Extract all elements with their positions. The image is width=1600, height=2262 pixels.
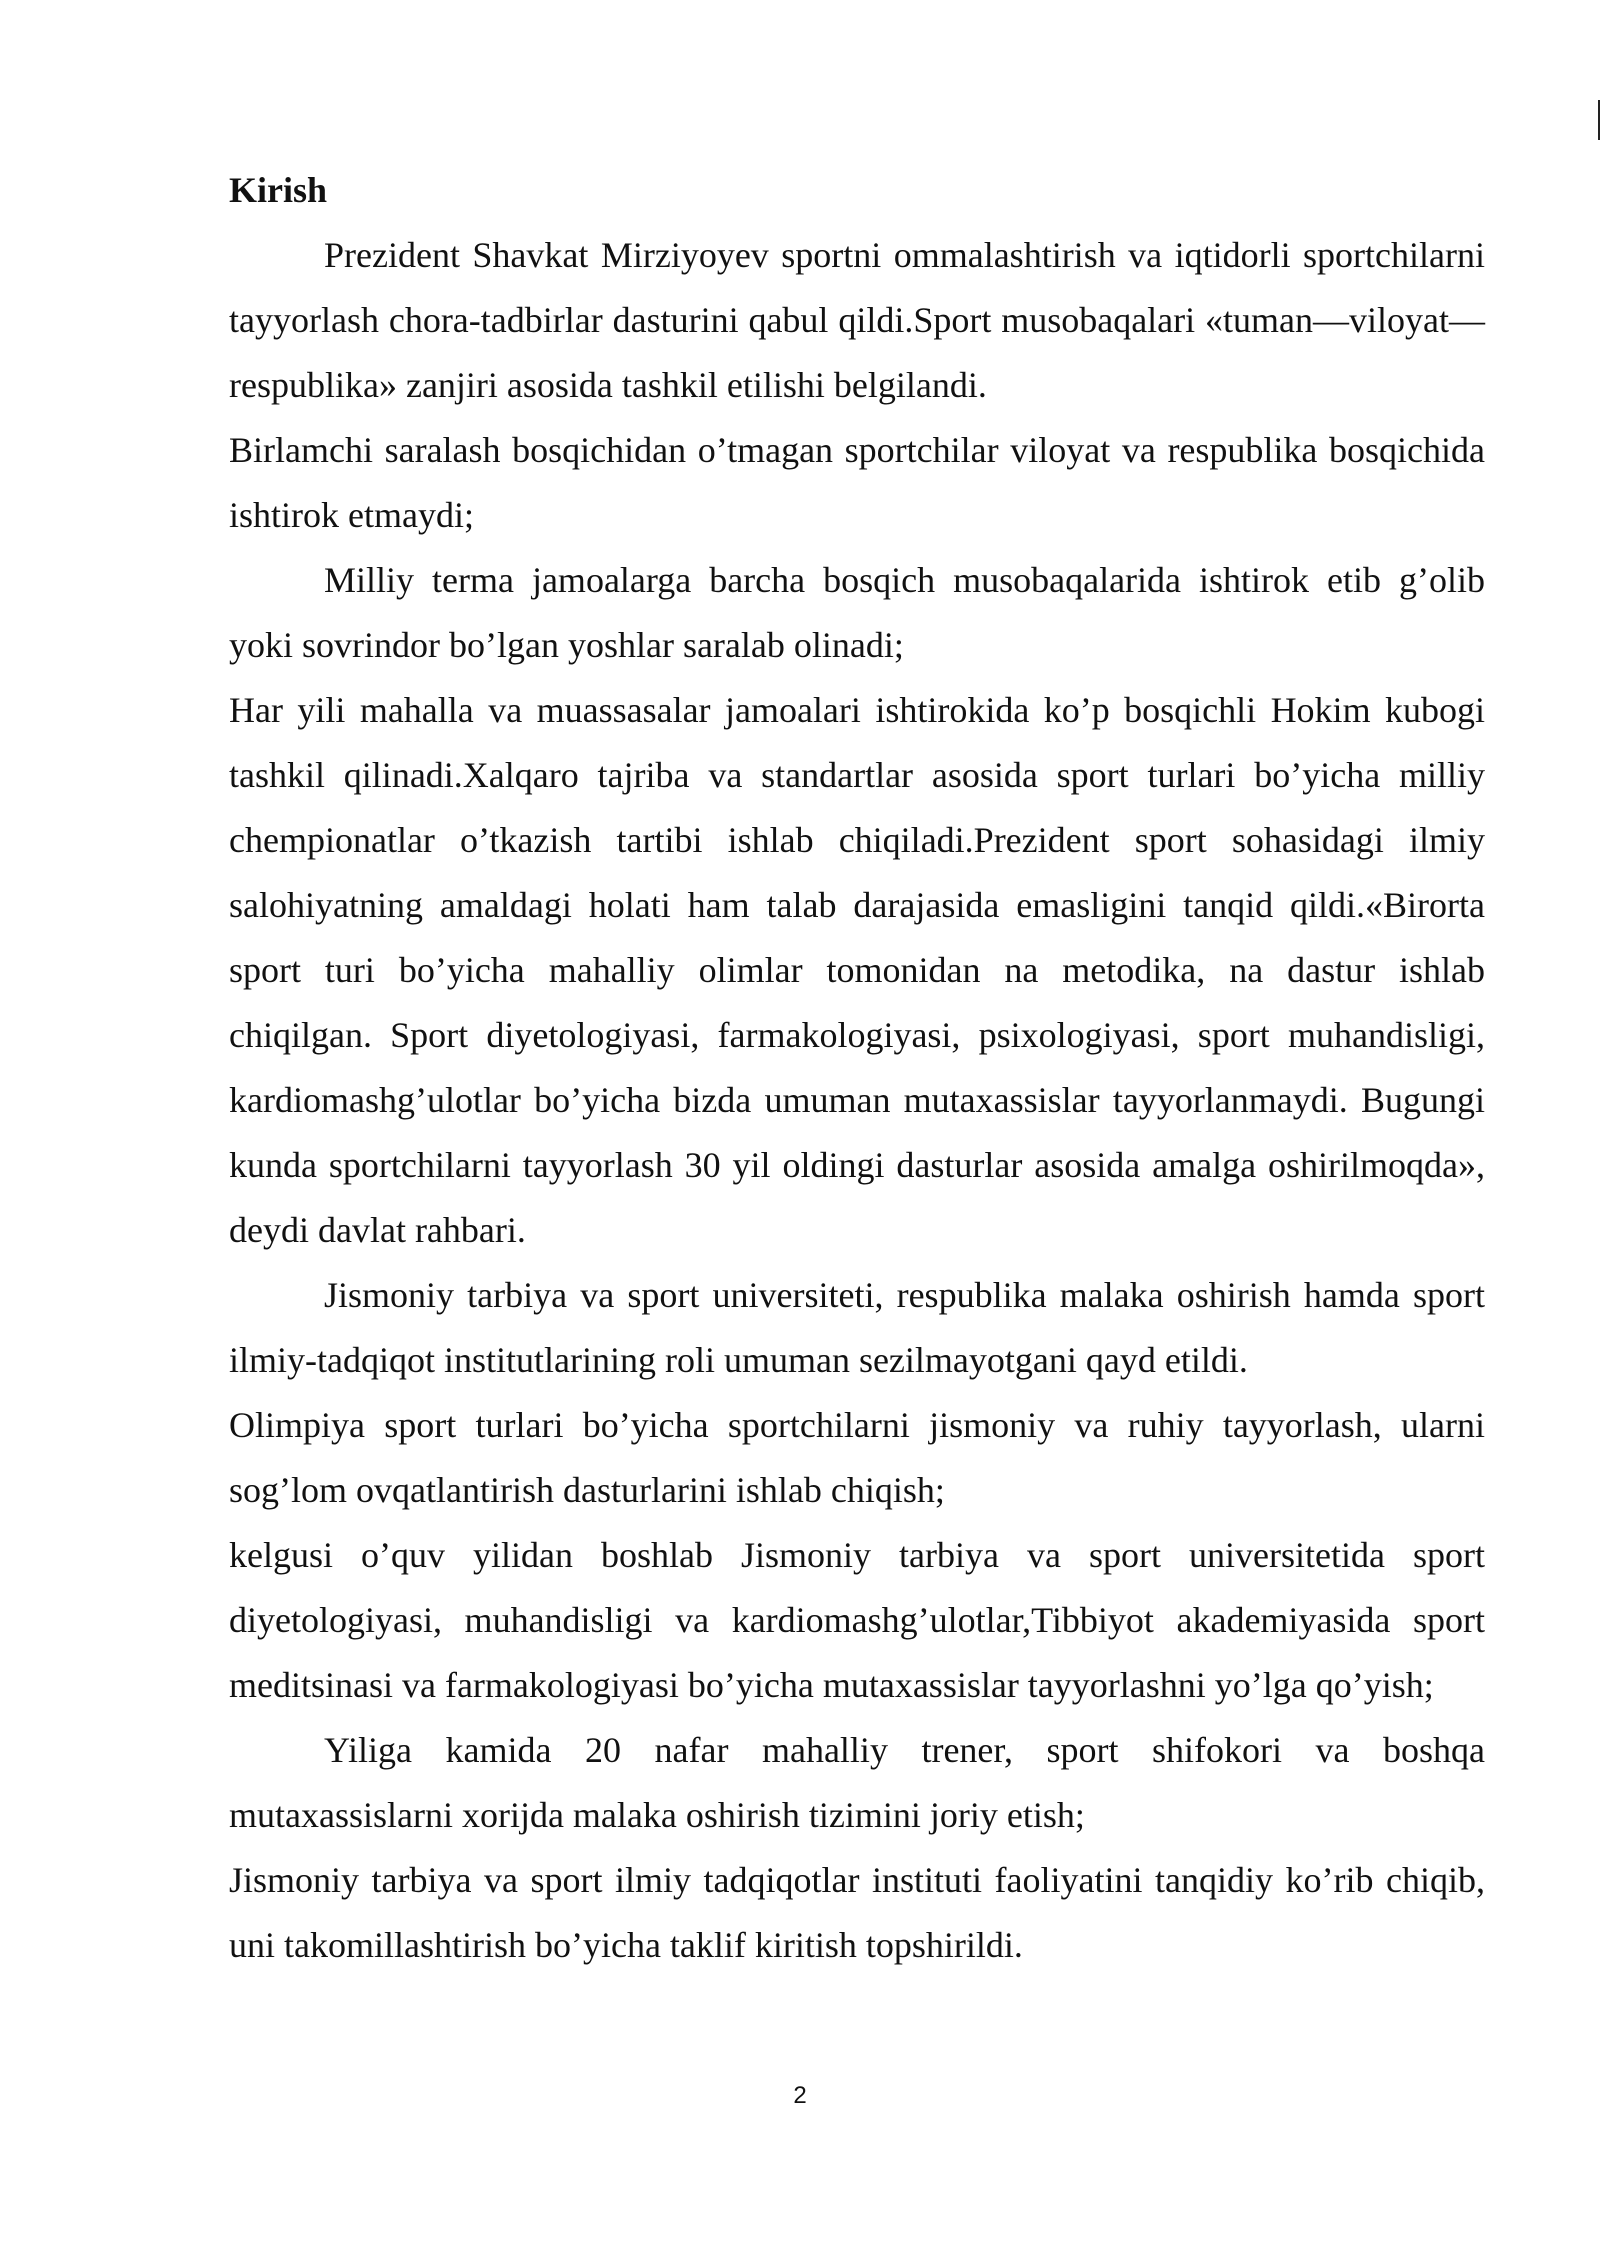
paragraph-8: Yiliga kamida 20 nafar mahalliy trener, sport shifokori va boshqa mutaxassislarni xorijda malaka oshirish tizimini joriy etish; [229, 1730, 1485, 1835]
paragraph-5: Jismoniy tarbiya va sport universiteti, respublika malaka oshirish hamda sport ilmiy-tadqiqot institutlarining roli umuman sezilmayotgani qayd etildi. [229, 1275, 1485, 1380]
paragraph-6: Olimpiya sport turlari bo’yicha sportchilarni jismoniy va ruhiy tayyorlash, ularni sog’lom ovqatlantirish dasturlarini ishlab chiqish; [229, 1405, 1485, 1510]
page-number: 2 [793, 2082, 807, 2109]
paragraph-7: kelgusi o’quv yilidan boshlab Jismoniy tarbiya va sport universitetida sport diyetologiyasi, muhandisligi va kardiomashg’ulotlar,Tibbiyot akademiyasida sport meditsinasi va farmakologiyasi bo’yicha mutaxassislar tayyorlashni yo’lga qo’yish; [229, 1535, 1485, 1705]
paragraph-2: Birlamchi saralash bosqichidan o’tmagan sportchilar viloyat va respublika bosqichida ishtirok etmaydi; [229, 430, 1485, 535]
paragraph-9: Jismoniy tarbiya va sport ilmiy tadqiqotlar instituti faoliyatini tanqidiy ko’rib chiqib, uni takomillashtirish bo’yicha taklif kiritish topshirildi. [229, 1860, 1485, 1965]
section-heading: Kirish [229, 170, 328, 210]
paragraph-4: Har yili mahalla va muassasalar jamoalari ishtirokida ko’p bosqichli Hokim kubogi tashkil qilinadi.Xalqaro tajriba va standartlar asosida sport turlari bo’yicha milliy chempionatlar o’tkazish tartibi ishlab chiqiladi.Prezident sport sohasidagi ilmiy salohiyatning amaldagi holati ham talab darajasida emasligini tanqid qildi.«Birorta sport turi bo’yicha mahalliy olimlar tomonidan na metodika, na dastur ishlab chiqilgan. Sport diyetologiyasi, farmakologiyasi, psixologiyasi, sport muhandisligi, kardiomashg’ulotlar bo’yicha bizda umuman mutaxassislar tayyorlanmaydi. Bugungi kunda sportchilarni tayyorlash 30 yil oldingi dasturlar asosida amalga oshirilmoqda», deydi davlat rahbari. [229, 690, 1485, 1250]
paragraph-3: Milliy terma jamoalarga barcha bosqich musobaqalarida ishtirok etib g’olib yoki sovrindor bo’lgan yoshlar saralab olinadi; [229, 560, 1485, 665]
document-body [229, 158, 1485, 1978]
paragraph-1: Prezident Shavkat Mirziyoyev sportni ommalashtirish va iqtidorli sportchilarni tayyorlash chora-tadbirlar dasturini qabul qildi.Sport musobaqalari «tuman—viloyat—respublika» zanjiri asosida tashkil etilishi belgilandi. [229, 235, 1485, 405]
